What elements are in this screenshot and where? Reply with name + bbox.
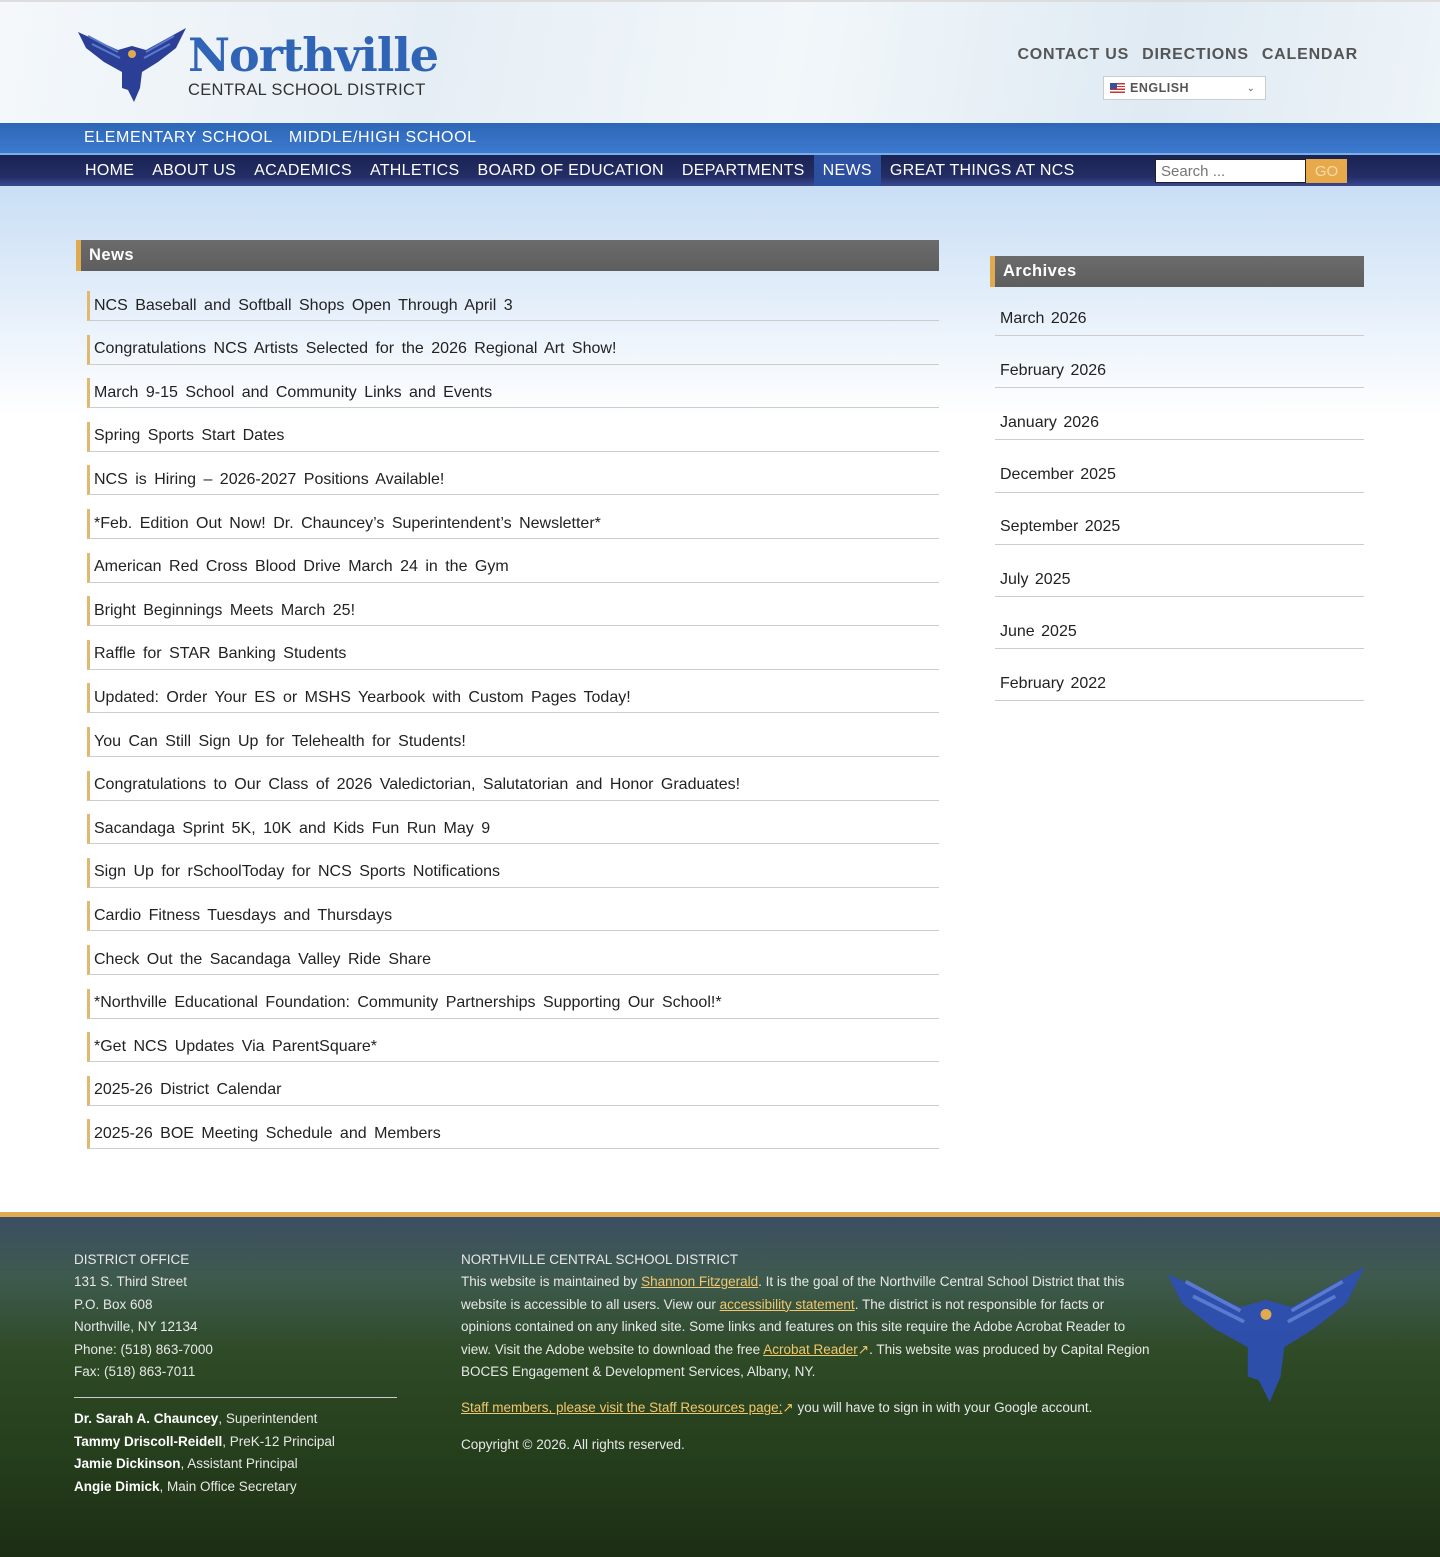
staff-resources-link[interactable]: Staff members, please visit the Staff Resources page; [461,1400,783,1416]
search-form [1155,159,1347,183]
district-title: NORTHVILLE CENTRAL SCHOOL DISTRICT [461,1252,739,1267]
archive-link[interactable]: July 2025 [995,563,1364,597]
nav-great-things[interactable]: GREAT THINGS AT NCS [889,161,1075,179]
archive-link[interactable]: June 2025 [995,615,1364,649]
staff-resources [461,1397,1151,1419]
district-office-info [74,1249,397,1498]
copyright: Copyright © 2026. All rights reserved. [461,1436,685,1452]
elementary-school-link[interactable]: ELEMENTARY SCHOOL [84,129,273,146]
news-item[interactable]: Congratulations to Our Class of 2026 Valedictorian, Salutatorian and Honor Graduates! [87,771,939,801]
archive-link[interactable]: September 2025 [995,511,1364,545]
archive-link[interactable]: February 2026 [995,354,1364,388]
staff-name: Jamie Dickinson [74,1456,181,1472]
eagle-emblem-icon [1165,1267,1367,1402]
nav-board-of-education[interactable]: BOARD OF EDUCATION [477,161,664,179]
staff-name: Dr. Sarah A. Chauncey [74,1411,219,1427]
staff-entry [74,1453,397,1475]
chevron-down-icon: ⌄ [1246,82,1255,93]
staff-entry [74,1476,397,1498]
nav-academics[interactable]: ACADEMICS [254,161,352,179]
accessibility-text [461,1271,1151,1383]
district-info [461,1249,1151,1470]
news-item[interactable]: Check Out the Sacandaga Valley Ride Share [87,945,939,975]
staff-entry [74,1408,397,1430]
news-item[interactable]: Raffle for STAR Banking Students [87,640,939,670]
nav-home[interactable]: HOME [85,161,135,179]
news-item[interactable]: *Get NCS Updates Via ParentSquare* [87,1032,939,1062]
archive-link[interactable]: January 2026 [995,406,1364,440]
school-links-bar [0,123,1440,153]
archives-heading: Archives [990,256,1364,287]
nav-athletics[interactable]: ATHLETICS [369,161,460,179]
middle-high-school-link[interactable]: MIDDLE/HIGH SCHOOL [288,129,477,146]
news-item[interactable]: Spring Sports Start Dates [87,422,939,452]
text: This website is maintained by [461,1274,642,1290]
maintainer-link[interactable]: Shannon Fitzgerald [641,1274,759,1290]
text: . The district is not responsible for facts or opinions contained on any linked site. Some links and features on this site require the Adobe Acrobat Reader to view. Visit the Adobe website to download the free [461,1296,1126,1357]
news-item[interactable]: Bright Beginnings Meets March 25! [87,596,939,626]
staff-role: , Main Office Secretary [159,1478,297,1494]
news-item[interactable]: 2025-26 BOE Meeting Schedule and Members [87,1119,939,1149]
news-item[interactable]: NCS Baseball and Softball Shops Open Through April 3 [87,291,939,321]
text: . It is the goal of the Northville Central School District that this website is accessible to all users. View our [461,1274,1125,1312]
news-item[interactable]: *Northville Educational Foundation: Community Partnerships Supporting Our School!* [87,989,939,1019]
news-item[interactable]: Sign Up for rSchoolToday for NCS Sports Notifications [87,858,939,888]
us-flag-icon [1110,83,1125,93]
news-item[interactable]: Sacandaga Sprint 5K, 10K and Kids Fun Run May 9 [87,814,939,844]
archive-link[interactable]: March 2026 [995,302,1364,336]
nav-about-us[interactable]: ABOUT US [152,161,237,179]
staff-role: , PreK-12 Principal [222,1433,335,1449]
office-title: DISTRICT OFFICE [74,1252,190,1267]
address-line: P.O. Box 608 [74,1296,153,1312]
calendar-link[interactable]: CALENDAR [1261,46,1358,63]
accessibility-statement-link[interactable]: accessibility statement [719,1296,855,1312]
text: . This website was produced by Capital Region BOCES Engagement & Development Services, Albany, NY. [461,1341,1150,1380]
text: you will have to sign in with your Google account. [793,1400,1093,1416]
staff-entry [74,1431,397,1453]
address-line: 131 S. Third Street [74,1274,188,1290]
news-item[interactable]: American Red Cross Blood Drive March 24 in the Gym [87,553,939,583]
contact-us-link[interactable]: CONTACT US [1017,46,1130,63]
staff-name: Tammy Driscoll-Reidell [74,1433,223,1449]
directions-link[interactable]: DIRECTIONS [1142,46,1249,63]
external-link-icon: ↗ [857,1341,870,1357]
news-item[interactable]: You Can Still Sign Up for Telehealth for Students! [87,727,939,757]
fax: Fax: (518) 863-7011 [74,1364,196,1380]
district-logo[interactable] [78,28,438,102]
news-item[interactable]: Updated: Order Your ES or MSHS Yearbook with Custom Pages Today! [87,683,939,713]
phone: Phone: (518) 863-7000 [74,1341,213,1357]
eagle-logo-icon [78,28,186,102]
external-link-icon: ↗ [782,1400,794,1416]
archive-link[interactable]: December 2025 [995,459,1364,493]
address-line: Northville, NY 12134 [74,1319,198,1335]
news-item[interactable]: *Feb. Edition Out Now! Dr. Chauncey’s Superintendent’s Newsletter* [87,509,939,539]
logo-subtitle: CENTRAL SCHOOL DISTRICT [188,81,426,99]
staff-name: Angie Dimick [74,1478,160,1494]
nav-news[interactable]: NEWS [814,155,881,186]
logo-title: Northville [188,28,439,82]
news-item[interactable]: Cardio Fitness Tuesdays and Thursdays [87,901,939,931]
staff-role: , Assistant Principal [180,1456,298,1472]
news-item[interactable]: 2025-26 District Calendar [87,1076,939,1106]
utility-links [1017,46,1358,64]
news-item[interactable]: Congratulations NCS Artists Selected for the 2026 Regional Art Show! [87,335,939,365]
news-heading: News [76,240,939,271]
news-item[interactable]: March 9-15 School and Community Links and Events [87,378,939,408]
nav-departments[interactable]: DEPARTMENTS [681,161,805,179]
site-header [0,0,1440,123]
acrobat-reader-link[interactable]: Acrobat Reader [763,1341,858,1357]
site-footer [0,1212,1440,1557]
news-item[interactable]: NCS is Hiring – 2026-2027 Positions Available! [87,465,939,495]
language-value: ENGLISH [1130,81,1190,95]
search-go-button[interactable]: GO [1306,159,1347,183]
language-select[interactable] [1103,76,1266,100]
archive-link[interactable]: February 2022 [995,667,1364,701]
staff-role: , Superintendent [218,1411,318,1427]
search-input[interactable] [1155,159,1306,183]
divider [74,1397,397,1398]
